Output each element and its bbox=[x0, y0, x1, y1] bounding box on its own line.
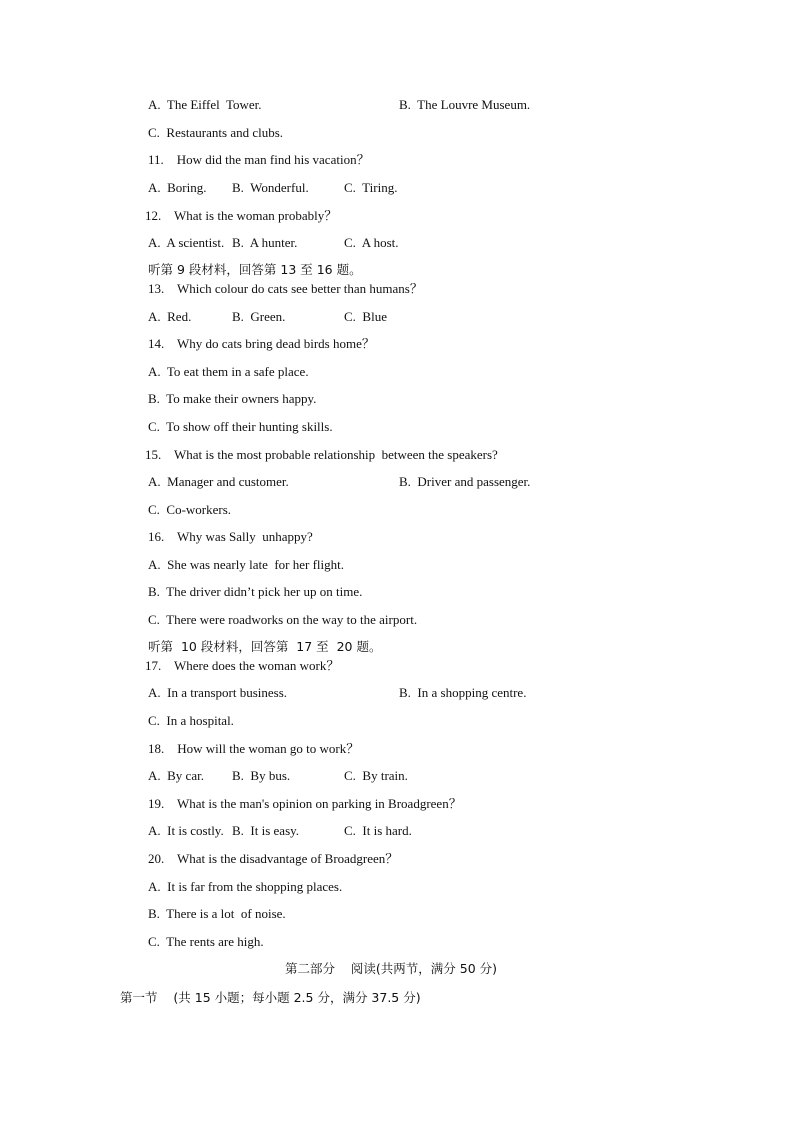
option-14-c: C. To show off their hunting skills. bbox=[148, 419, 333, 434]
option-11-b: B. Wonderful. bbox=[232, 180, 309, 195]
question-13: 13. Which colour do cats see better than humans？ bbox=[148, 281, 423, 296]
option-16-c: C. There were roadworks on the way to the airport. bbox=[148, 612, 418, 627]
option-15-b: B. Driver and passenger. bbox=[399, 474, 531, 489]
option-11-c: C. Tiring. bbox=[344, 180, 398, 195]
option-16-b: B. The driver didn’t pick her up on time. bbox=[148, 584, 363, 599]
part-two-section-one-heading: 第一节 (共 15 小题；每小题 2.5 分，满分 37.5 分) bbox=[120, 990, 421, 1005]
option-20-c: C. The rents are high. bbox=[148, 934, 264, 949]
question-11: 11. How did the man find his vacation？ bbox=[148, 152, 370, 167]
section-9-instruction: 听第 9 段材料，回答第 13 至 16 题。 bbox=[148, 262, 362, 277]
option-18-b: B. By bus. bbox=[232, 768, 291, 783]
option-14-b: B. To make their owners happy. bbox=[148, 391, 317, 406]
option-19-a: A. It is costly. bbox=[148, 823, 224, 838]
option-17-a: A. In a transport business. bbox=[148, 685, 288, 700]
option-19-b: B. It is easy. bbox=[232, 823, 300, 838]
question-12: 12. What is the woman probably？ bbox=[145, 208, 338, 223]
option-17-b: B. In a shopping centre. bbox=[399, 685, 527, 700]
question-16: 16. Why was Sally unhappy? bbox=[148, 529, 313, 544]
option-12-b: B. A hunter. bbox=[232, 235, 298, 250]
option-19-c: C. It is hard. bbox=[344, 823, 412, 838]
option-10-c: C. Restaurants and clubs. bbox=[148, 125, 284, 140]
option-20-b: B. There is a lot of noise. bbox=[148, 906, 286, 921]
option-13-b: B. Green. bbox=[232, 309, 286, 324]
option-10-b: B. The Louvre Museum. bbox=[399, 97, 531, 112]
section-10-instruction: 听第 10 段材料，回答第 17 至 20 题。 bbox=[148, 639, 382, 654]
part-two-heading: 第二部分 阅读(共两节，满分 50 分) bbox=[285, 961, 498, 976]
option-12-a: A. A scientist. bbox=[148, 235, 225, 250]
option-13-c: C. Blue bbox=[344, 309, 387, 324]
option-15-c: C. Co-workers. bbox=[148, 502, 232, 517]
question-20: 20. What is the disadvantage of Broadgreen？ bbox=[148, 851, 399, 866]
option-10-a: A. The Eiffel Tower. bbox=[148, 97, 262, 112]
option-18-c: C. By train. bbox=[344, 768, 408, 783]
question-15: 15. What is the most probable relationship between the speakers? bbox=[145, 447, 498, 462]
option-12-c: C. A host. bbox=[344, 235, 399, 250]
option-11-a: A. Boring. bbox=[148, 180, 207, 195]
option-16-a: A. She was nearly late for her flight. bbox=[148, 557, 345, 572]
question-18: 18. How will the woman go to work？ bbox=[148, 741, 360, 756]
option-18-a: A. By car. bbox=[148, 768, 204, 783]
option-20-a: A. It is far from the shopping places. bbox=[148, 879, 343, 894]
question-19: 19. What is the man's opinion on parking in Broadgreen？ bbox=[148, 796, 462, 811]
option-13-a: A. Red. bbox=[148, 309, 192, 324]
question-17: 17. Where does the woman work？ bbox=[145, 658, 340, 673]
option-14-a: A. To eat them in a safe place. bbox=[148, 364, 309, 379]
option-17-c: C. In a hospital. bbox=[148, 713, 234, 728]
option-15-a: A. Manager and customer. bbox=[148, 474, 289, 489]
question-14: 14. Why do cats bring dead birds home？ bbox=[148, 336, 375, 351]
